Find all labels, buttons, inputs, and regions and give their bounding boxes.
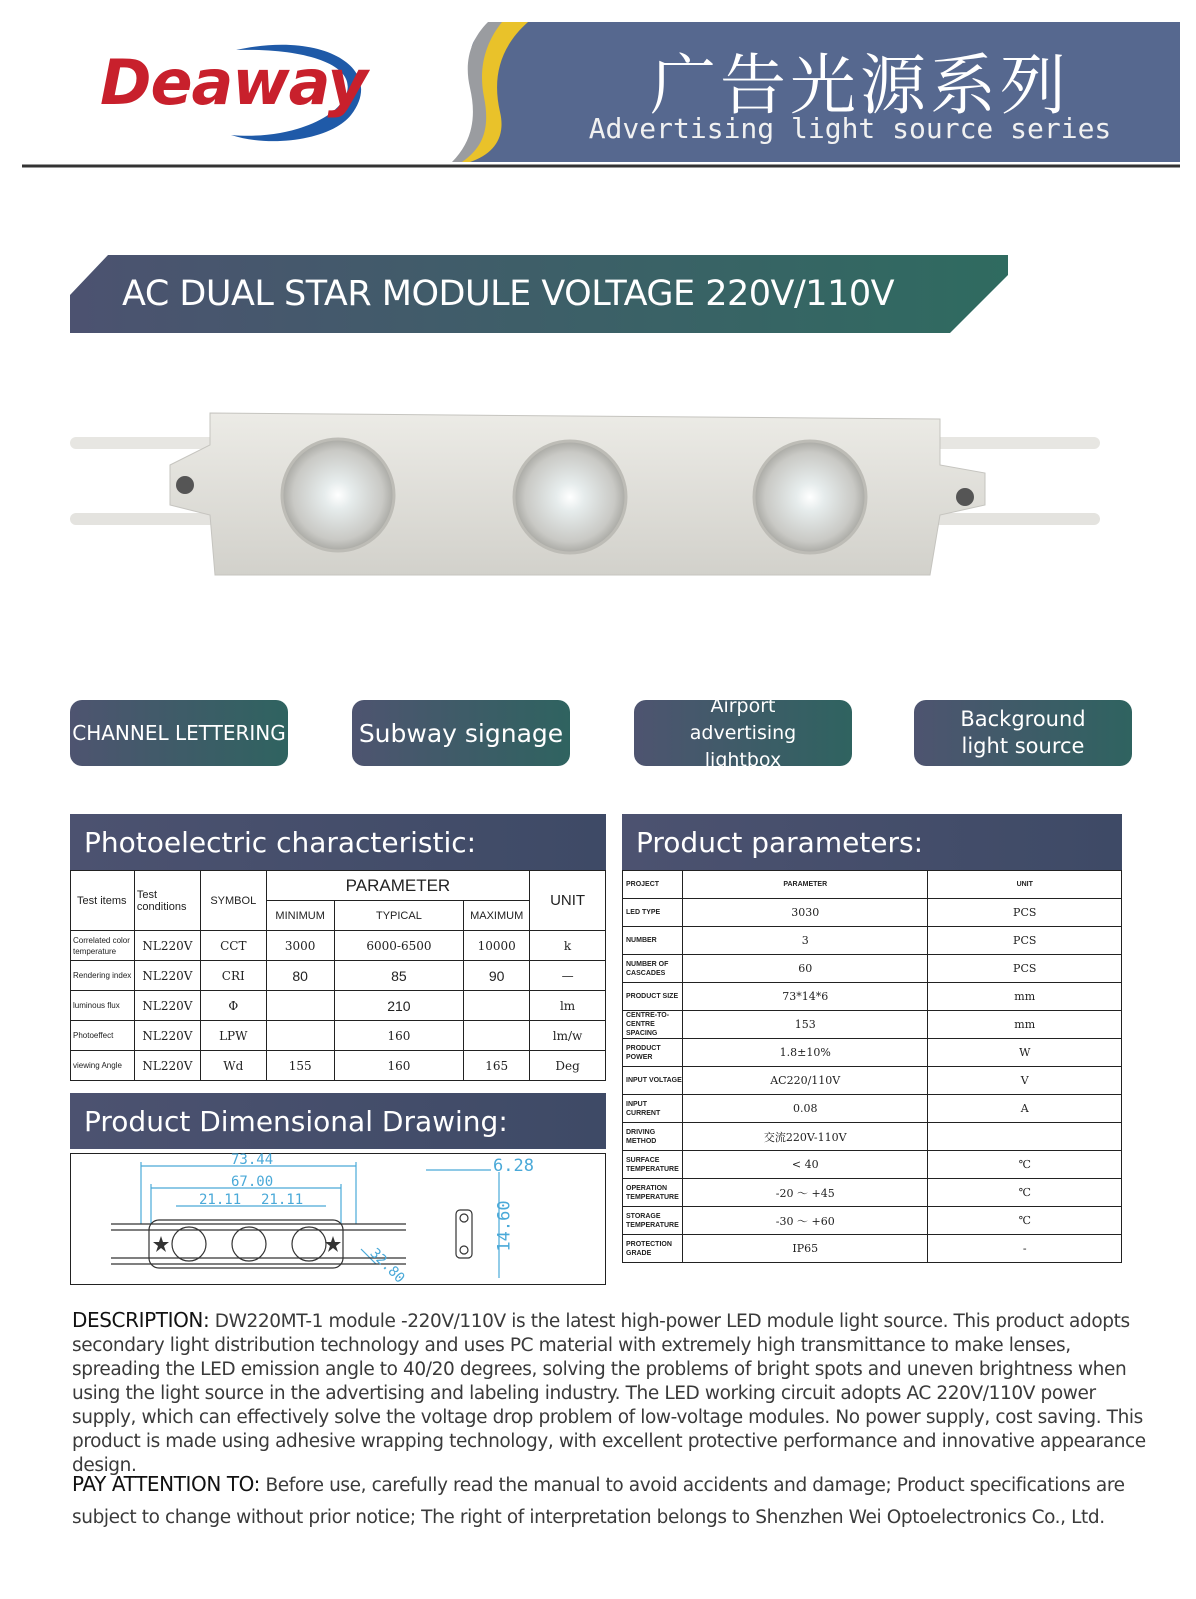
application-background-light: Background light source xyxy=(914,700,1132,766)
cell-condition: NL220V xyxy=(134,961,200,991)
cell-unit: ℃ xyxy=(928,1151,1122,1179)
table-row xyxy=(623,1207,1122,1235)
dim-thickness: 6.28 xyxy=(493,1156,534,1176)
cell-value: -20 ～ +45 xyxy=(682,1179,927,1207)
table-row xyxy=(623,1235,1122,1263)
cell-value: 0.08 xyxy=(682,1095,927,1123)
application-airport-lightbox: Airport advertising lightbox xyxy=(634,700,852,766)
drawing-heading: Product Dimensional Drawing: xyxy=(70,1093,606,1149)
dimensional-drawing xyxy=(70,1153,606,1285)
cell-project: PRODUCT SIZE xyxy=(623,983,683,1011)
header-parameter: PARAMETER xyxy=(266,871,529,901)
cell-typ: 160 xyxy=(334,1051,464,1081)
dim-lens: 32.80 xyxy=(366,1245,408,1287)
table-row xyxy=(71,1021,606,1051)
cell-item: viewing Angle xyxy=(71,1051,135,1081)
dim-pitch-right: 21.11 xyxy=(261,1192,304,1208)
cell-item: Correlated color temperature xyxy=(71,931,135,961)
cell-project: SURFACE TEMPERATURE xyxy=(623,1151,683,1179)
dim-body: 67.00 xyxy=(231,1174,274,1190)
photoelectric-table xyxy=(70,870,606,1081)
cell-project: NUMBER OF CASCADES xyxy=(623,955,683,983)
cell-symbol: CCT xyxy=(200,931,266,961)
cell-condition: NL220V xyxy=(134,991,200,1021)
cell-unit: Deg xyxy=(530,1051,606,1081)
cell-value: 73*14*6 xyxy=(682,983,927,1011)
header-test-items: Test items xyxy=(71,871,135,931)
cell-project: INPUT VOLTAGE xyxy=(623,1067,683,1095)
cell-item: Rendering index xyxy=(71,961,135,991)
cell-value: 交流220V-110V xyxy=(682,1123,927,1151)
product-title: AC DUAL STAR MODULE VOLTAGE 220V/110V xyxy=(122,274,895,314)
product-photo xyxy=(70,405,1120,605)
cell-max: 165 xyxy=(464,1051,530,1081)
cell-max: 10000 xyxy=(464,931,530,961)
cell-project: PRODUCT POWER xyxy=(623,1039,683,1067)
cell-value: 3 xyxy=(682,927,927,955)
cell-unit: PCS xyxy=(928,927,1122,955)
table-row xyxy=(623,1095,1122,1123)
cell-value: 1.8±10% xyxy=(682,1039,927,1067)
cell-unit: mm xyxy=(928,1011,1122,1039)
cell-symbol: Wd xyxy=(200,1051,266,1081)
table-row xyxy=(623,1123,1122,1151)
cell-value: IP65 xyxy=(682,1235,927,1263)
product-params-table xyxy=(622,870,1122,1263)
cell-unit: - xyxy=(928,1235,1122,1263)
table-row xyxy=(71,961,606,991)
header-unit: UNIT xyxy=(928,871,1122,899)
cell-project: NUMBER xyxy=(623,927,683,955)
header-maximum: MAXIMUM xyxy=(464,901,530,931)
cell-project: LED TYPE xyxy=(623,899,683,927)
table-row xyxy=(71,1051,606,1081)
cell-typ: 6000-6500 xyxy=(334,931,464,961)
cell-value: < 40 xyxy=(682,1151,927,1179)
application-subway-signage: Subway signage xyxy=(352,700,570,766)
cell-symbol: Φ xyxy=(200,991,266,1021)
application-channel-lettering: CHANNEL LETTERING xyxy=(70,700,288,766)
cell-unit: lm xyxy=(530,991,606,1021)
cell-unit: lm/w xyxy=(530,1021,606,1051)
cell-item: luminous flux xyxy=(71,991,135,1021)
cell-symbol: LPW xyxy=(200,1021,266,1051)
header-typical: TYPICAL xyxy=(334,901,464,931)
header-title-cn: 广告光源系列 xyxy=(650,47,1070,124)
header-title-en: Advertising light source series xyxy=(588,112,1112,145)
table-row xyxy=(623,1067,1122,1095)
cell-max xyxy=(464,991,530,1021)
description-text: DW220MT-1 module -220V/110V is the latest high-power LED module light source. This product adopts secondary light distribution technology and uses PC material with extremely high transmittance to make lenses, spreading the LED emission angle to 40/20 degrees, solving the problems of bright spots and uneven brightness when using the light source in the advertising and labeling industry. The LED working circuit adopts AC 220V/110V power supply, which can effectively solve the voltage drop problem of low-voltage modules. No power supply, cost saving. This product is made using adhesive wrapping technology, with excellent protective performance and innovative appearance design. xyxy=(72,1311,1146,1476)
attention-block xyxy=(72,1468,1152,1534)
cell-condition: NL220V xyxy=(134,1051,200,1081)
cell-unit: PCS xyxy=(928,955,1122,983)
dim-height: 14.60 xyxy=(494,1200,515,1252)
cell-min: 3000 xyxy=(266,931,334,961)
description-block xyxy=(72,1308,1152,1478)
header-project: PROJECT xyxy=(623,871,683,899)
dim-pitch-left: 21.11 xyxy=(199,1192,242,1208)
cell-value: 60 xyxy=(682,955,927,983)
header-test-conditions: Test conditions xyxy=(134,871,200,931)
brand-logo xyxy=(96,40,396,150)
cell-unit: PCS xyxy=(928,899,1122,927)
table-row xyxy=(71,931,606,961)
table-row xyxy=(623,1011,1122,1039)
cell-unit: ℃ xyxy=(928,1179,1122,1207)
description-label: DESCRIPTION: xyxy=(72,1308,210,1332)
table-row xyxy=(623,927,1122,955)
cell-value: 3030 xyxy=(682,899,927,927)
photoelectric-heading: Photoelectric characteristic: xyxy=(70,814,606,870)
table-header-row xyxy=(623,871,1122,899)
cell-min: 80 xyxy=(266,961,334,991)
cell-unit: ℃ xyxy=(928,1207,1122,1235)
table-row xyxy=(71,991,606,1021)
cell-value: 153 xyxy=(682,1011,927,1039)
cell-project: OPERATION TEMPERATURE xyxy=(623,1179,683,1207)
cell-project: DRIVING METHOD xyxy=(623,1123,683,1151)
cell-unit: mm xyxy=(928,983,1122,1011)
cell-condition: NL220V xyxy=(134,931,200,961)
attention-label: PAY ATTENTION TO: xyxy=(72,1472,261,1496)
cell-condition: NL220V xyxy=(134,1021,200,1051)
cell-unit: W xyxy=(928,1039,1122,1067)
cell-typ: 160 xyxy=(334,1021,464,1051)
cell-max: 90 xyxy=(464,961,530,991)
header-parameter: PARAMETER xyxy=(682,871,927,899)
table-row xyxy=(623,899,1122,927)
table-row xyxy=(623,983,1122,1011)
attention-text: Before use, carefully read the manual to avoid accidents and damage; Product specifications are subject to change without prior notice; The right of interpretation belongs to Shenzhen Wei Optoelectronics Co., Ltd. xyxy=(72,1475,1125,1528)
cell-min xyxy=(266,991,334,1021)
table-row xyxy=(623,1151,1122,1179)
cell-project: STORAGE TEMPERATURE xyxy=(623,1207,683,1235)
cell-project: CENTRE-TO-CENTRE SPACING xyxy=(623,1011,683,1039)
table-row xyxy=(623,955,1122,983)
cell-unit: — xyxy=(530,961,606,991)
header-symbol: SYMBOL xyxy=(200,871,266,931)
cell-unit: V xyxy=(928,1067,1122,1095)
cell-typ: 210 xyxy=(334,991,464,1021)
cell-min xyxy=(266,1021,334,1051)
cell-symbol: CRI xyxy=(200,961,266,991)
cell-unit: k xyxy=(530,931,606,961)
product-params-heading: Product parameters: xyxy=(622,814,1122,870)
cell-min: 155 xyxy=(266,1051,334,1081)
header-unit: UNIT xyxy=(530,871,606,931)
logo-wordmark: Deaway xyxy=(100,46,367,119)
cell-project: INPUT CURRENT xyxy=(623,1095,683,1123)
cell-value: AC220/110V xyxy=(682,1067,927,1095)
cell-unit: A xyxy=(928,1095,1122,1123)
cell-max xyxy=(464,1021,530,1051)
table-row xyxy=(623,1039,1122,1067)
cell-typ: 85 xyxy=(334,961,464,991)
cell-item: Photoeffect xyxy=(71,1021,135,1051)
header-minimum: MINIMUM xyxy=(266,901,334,931)
cell-value: -30 ～ +60 xyxy=(682,1207,927,1235)
cell-unit xyxy=(928,1123,1122,1151)
table-row xyxy=(623,1179,1122,1207)
cell-project: PROTECTION GRADE xyxy=(623,1235,683,1263)
table-header-row xyxy=(71,871,606,901)
dim-overall: 73.44 xyxy=(231,1152,274,1168)
